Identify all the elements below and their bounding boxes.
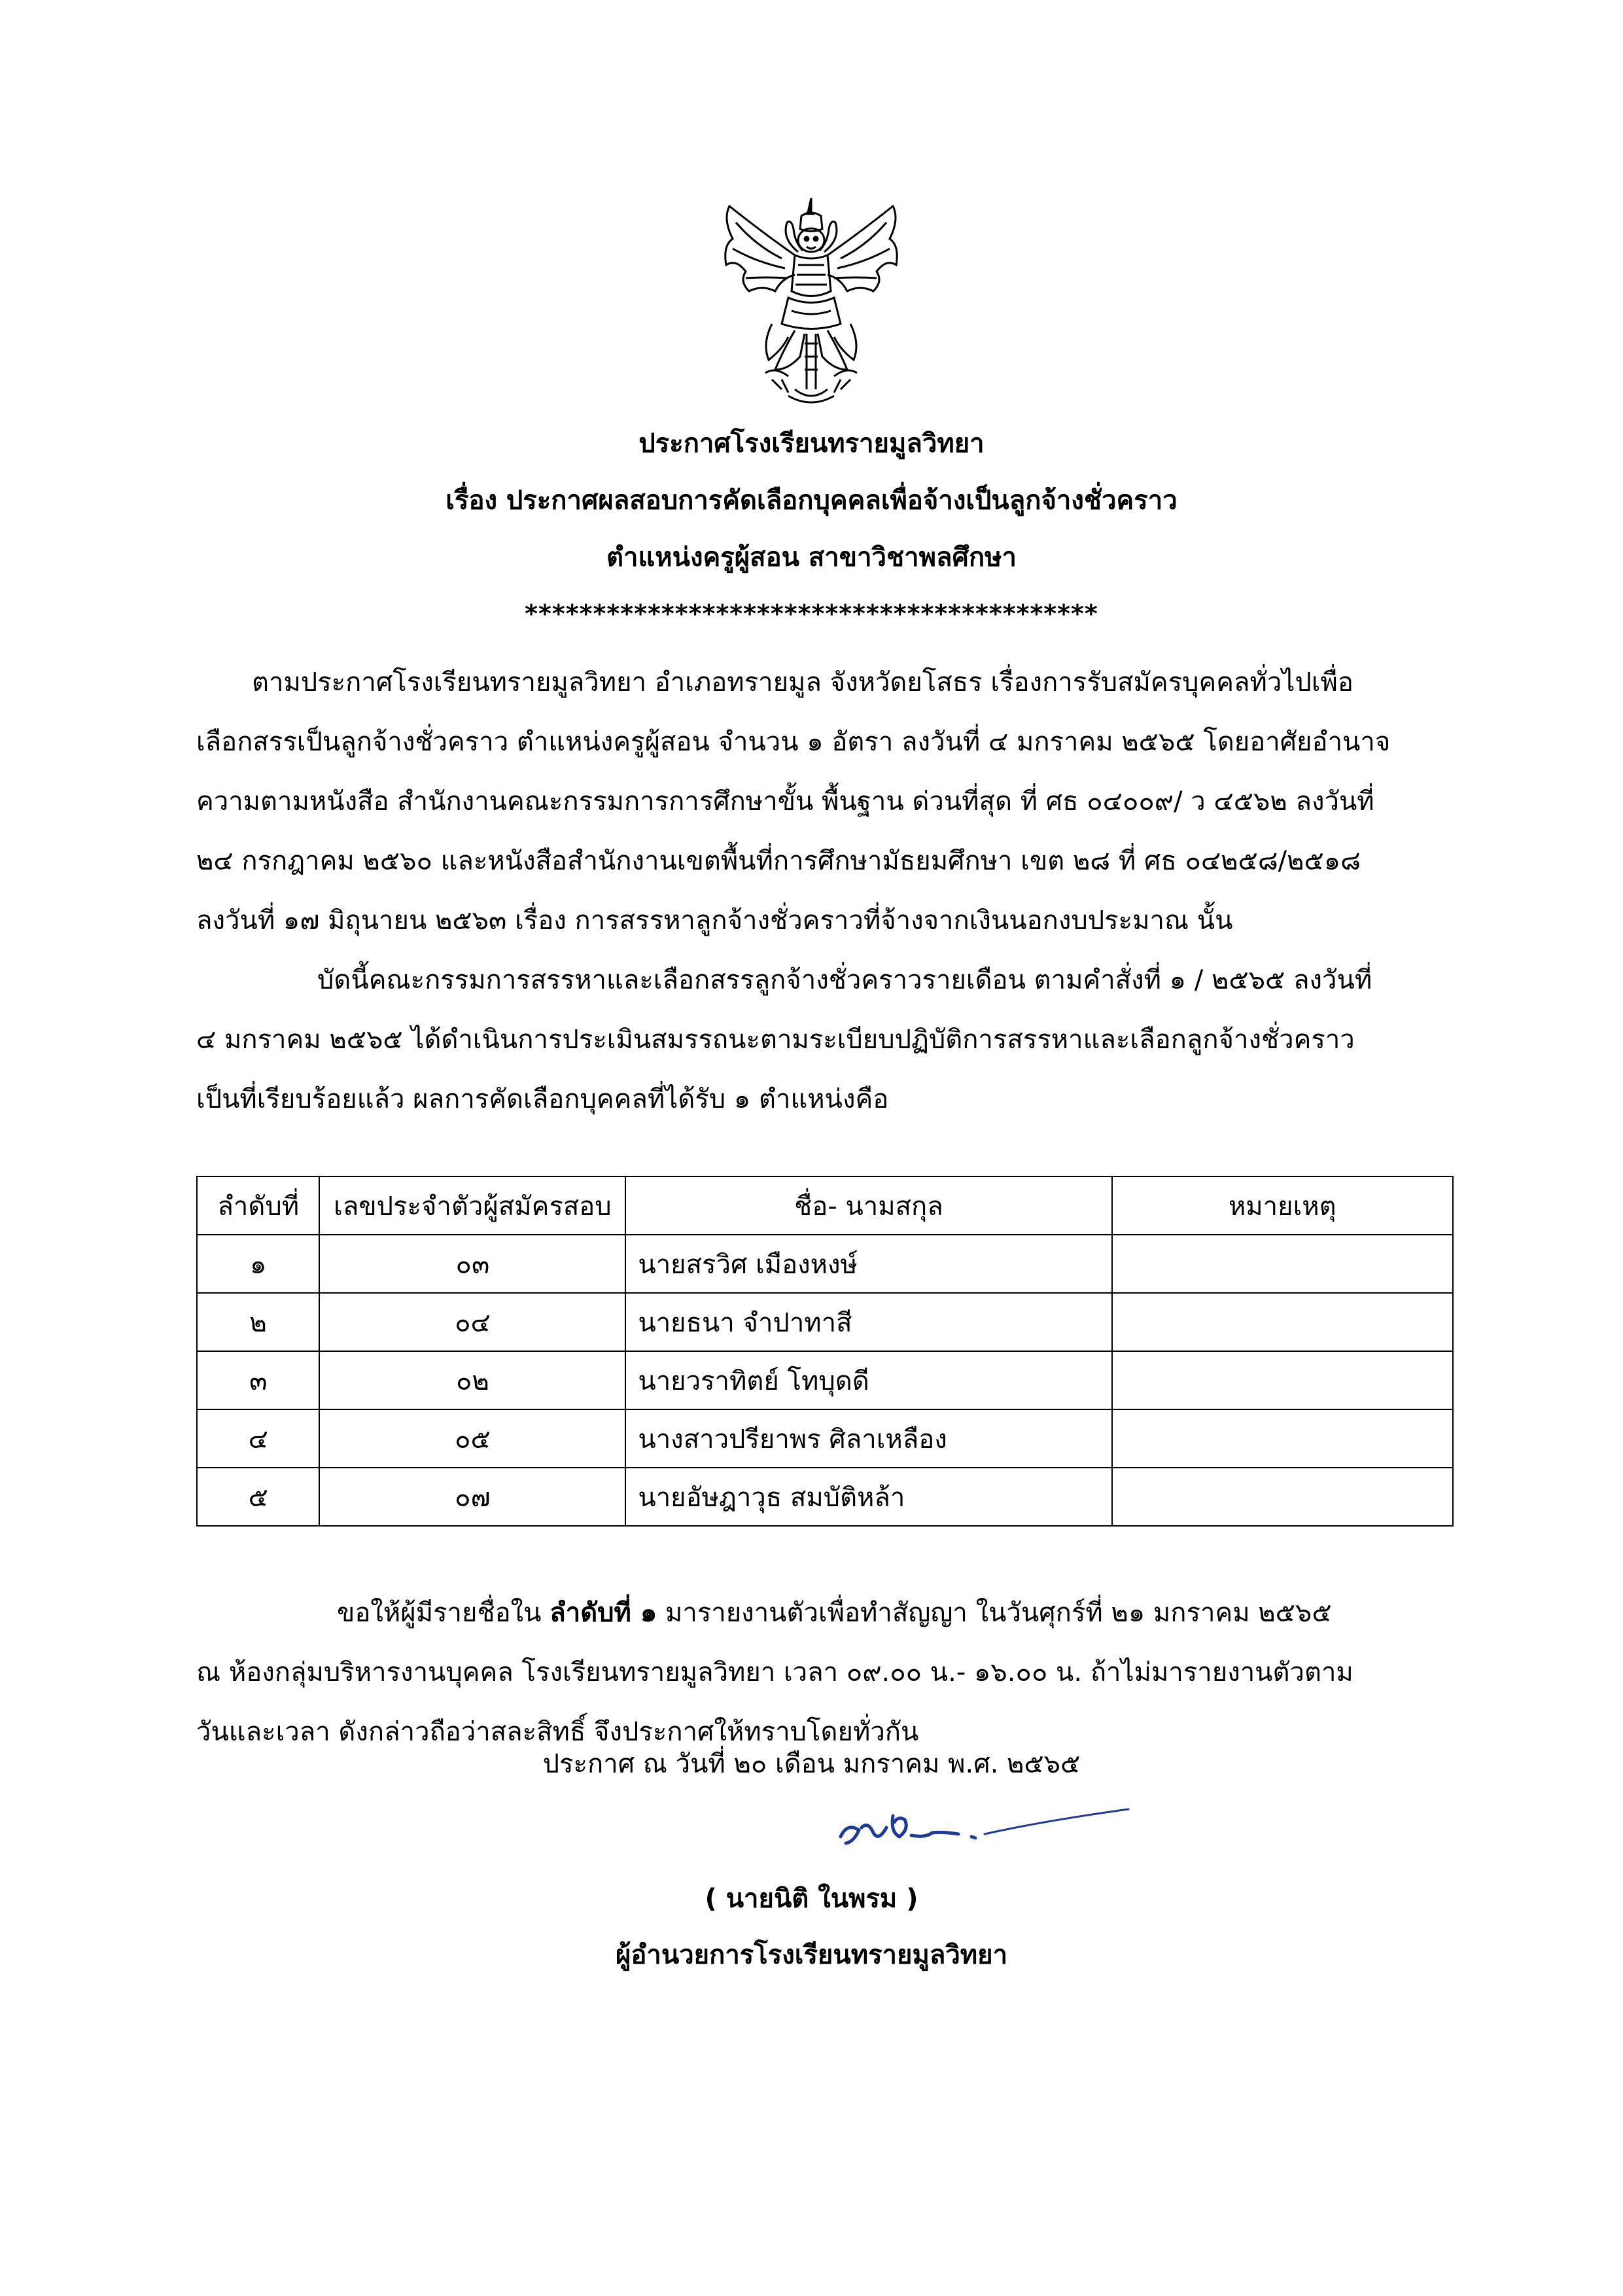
closing-line-1 xyxy=(196,1583,1439,1643)
announcement-date: ประกาศ ณ วันที่ ๒๐ เดือน มกราคม พ.ศ. ๒๕๖๕ xyxy=(542,1749,1081,1779)
cell-remark xyxy=(1112,1468,1453,1526)
results-table xyxy=(196,1176,1454,1527)
cell-order: ๒ xyxy=(197,1293,319,1351)
closing-line-2: ณ ห้องกลุ่มบริหารงานบุคคล โรงเรียนทรายมูลวิทยา เวลา ๐๙.๐๐ น.- ๑๖.๐๐ น. ถ้าไม่มารายงานตัวตาม xyxy=(196,1657,1353,1687)
closing-rank-bold: ลำดับที่ ๑ xyxy=(550,1598,657,1628)
cell-remark xyxy=(1112,1293,1453,1351)
cell-name: นายอัษฎาวุธ สมบัติหล้า xyxy=(625,1468,1111,1526)
signatory-name: ( นายนิติ ในพรม ) xyxy=(705,1884,918,1914)
cell-order: ๑ xyxy=(197,1235,319,1293)
cell-remark xyxy=(1112,1409,1453,1468)
document-title: ประกาศโรงเรียนทรายมูลวิทยา xyxy=(638,429,985,459)
table-row xyxy=(197,1409,1453,1468)
signature-icon xyxy=(828,1796,1135,1868)
cell-order: ๔ xyxy=(197,1409,319,1468)
table-row xyxy=(197,1351,1453,1409)
document-position: ตำแหน่งครูผู้สอน สาขาวิชาพลศึกษา xyxy=(606,542,1017,573)
table-row xyxy=(197,1235,1453,1293)
paragraph-line: ตามประกาศโรงเรียนทรายมูลวิทยา อำเภอทรายมูล จังหวัดยโสธร เรื่องการรับสมัครบุคคลทั่วไปเพื่อ xyxy=(252,667,1353,698)
paragraph-line: เป็นที่เรียบร้อยแล้ว ผลการคัดเลือกบุคคลที่ได้รับ ๑ ตำแหน่งคือ xyxy=(196,1084,889,1114)
closing-line-3: วันและเวลา ดังกล่าวถือว่าสละสิทธิ์ จึงประกาศให้ทราบโดยทั่วกัน xyxy=(196,1717,919,1747)
cell-remark xyxy=(1112,1235,1453,1293)
col-header-remark: หมายเหตุ xyxy=(1112,1176,1453,1235)
col-header-applicant-id: เลขประจำตัวผู้สมัครสอบ xyxy=(319,1176,625,1235)
cell-name: นายวราทิตย์ โทบุดดี xyxy=(625,1351,1111,1409)
paragraph-line: ลงวันที่ ๑๗ มิถุนายน ๒๕๖๓ เรื่อง การสรรหาลูกจ้างชั่วคราวที่จ้างจากเงินนอกงบประมาณ นั้น xyxy=(196,906,1233,936)
paragraph-line: เลือกสรรเป็นลูกจ้างชั่วคราว ตำแหน่งครูผู้สอน จำนวน ๑ อัตรา ลงวันที่ ๔ มกราคม ๒๕๖๕ โดยอาศัยอำนาจ xyxy=(196,727,1391,757)
signatory-position: ผู้อำนวยการโรงเรียนทรายมูลวิทยา xyxy=(615,1940,1008,1970)
cell-applicant-id: ๐๓ xyxy=(319,1235,625,1293)
cell-applicant-id: ๐๔ xyxy=(319,1293,625,1351)
table-header-row xyxy=(197,1176,1453,1235)
paragraph-line: ๔ มกราคม ๒๕๖๕ ได้ดำเนินการประเมินสมรรถนะตามระเบียบปฏิบัติการสรรหาและเลือกลูกจ้างชั่วคราว xyxy=(196,1025,1355,1055)
cell-order: ๓ xyxy=(197,1351,319,1409)
stars-divider: ****************************************** xyxy=(525,599,1098,628)
paragraph-1 xyxy=(196,653,1439,951)
cell-remark xyxy=(1112,1351,1453,1409)
closing-paragraph xyxy=(196,1583,1439,1762)
paragraph-line: ๒๔ กรกฎาคม ๒๕๖๐ และหนังสือสำนักงานเขตพื้นที่การศึกษามัธยมศึกษา เขต ๒๘ ที่ ศธ ๐๔๒๕๘/๒๕๑๘ xyxy=(196,846,1361,876)
table-row xyxy=(197,1468,1453,1526)
document-subject: เรื่อง ประกาศผลสอบการคัดเลือกบุคคลเพื่อจ้างเป็นลูกจ้างชั่วคราว xyxy=(445,486,1178,516)
cell-applicant-id: ๐๕ xyxy=(319,1409,625,1468)
cell-order: ๕ xyxy=(197,1468,319,1526)
paragraph-line: ความตามหนังสือ สำนักงานคณะกรรมการการศึกษาขั้น พื้นฐาน ด่วนที่สุด ที่ ศธ ๐๔๐๐๙/ ว ๔๕๖๒ ลงวันที่ xyxy=(196,786,1374,817)
cell-name: นางสาวปรียาพร ศิลาเหลือง xyxy=(625,1409,1111,1468)
table-row xyxy=(197,1293,1453,1351)
cell-name: นายธนา จำปาทาสี xyxy=(625,1293,1111,1351)
closing-text: ขอให้ผู้มีรายชื่อใน xyxy=(337,1598,550,1628)
paragraph-2 xyxy=(196,951,1439,1129)
col-header-name: ชื่อ- นามสกุล xyxy=(625,1176,1111,1235)
paragraph-line: บัดนี้คณะกรรมการสรรหาและเลือกสรรลูกจ้างชั่วคราวรายเดือน ตามคำสั่งที่ ๑ / ๒๕๖๕ ลงวันที่ xyxy=(317,965,1372,995)
cell-name: นายสรวิศ เมืองหงษ์ xyxy=(625,1235,1111,1293)
cell-applicant-id: ๐๗ xyxy=(319,1468,625,1526)
col-header-order: ลำดับที่ xyxy=(197,1176,319,1235)
closing-text: มารายงานตัวเพื่อทำสัญญา ในวันศุกร์ที่ ๒๑ มกราคม ๒๕๖๕ xyxy=(657,1598,1332,1628)
cell-applicant-id: ๐๒ xyxy=(319,1351,625,1409)
garuda-emblem-icon xyxy=(710,193,913,409)
